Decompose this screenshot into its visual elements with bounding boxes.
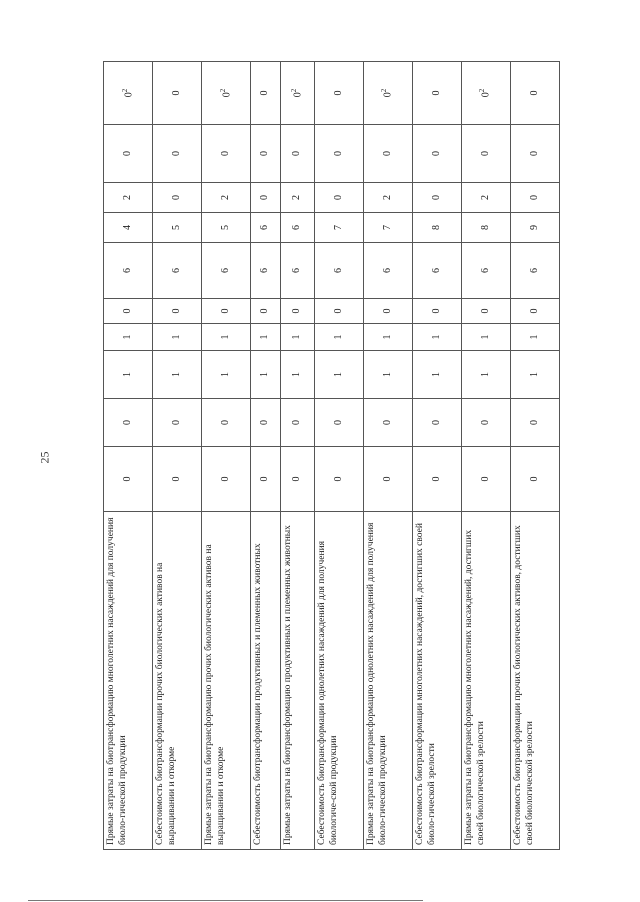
cell-text: 1 xyxy=(332,334,344,340)
cell-text: 9 xyxy=(528,225,540,230)
cell-value xyxy=(412,351,461,399)
cell-value xyxy=(363,447,412,512)
cell-text: 0 xyxy=(259,308,271,314)
cell-value xyxy=(202,447,251,512)
cell-text: 0 xyxy=(121,308,133,314)
cell-text: 6 xyxy=(121,268,133,273)
cell-text: 6 xyxy=(528,268,540,273)
cell-text: 0 xyxy=(332,90,344,96)
cell-value xyxy=(280,213,314,243)
cell-text: 6 xyxy=(291,268,303,273)
cell-text: 2 xyxy=(381,195,393,200)
cell-value xyxy=(412,324,461,351)
cell-value xyxy=(251,447,281,512)
cell-value xyxy=(153,213,202,243)
cell-text: 0 xyxy=(528,420,540,425)
cell-text: 5 xyxy=(219,225,231,230)
cell-text: 1 xyxy=(528,334,540,340)
cell-text: 1 xyxy=(170,334,182,340)
cell-value xyxy=(280,299,314,324)
cell-value xyxy=(461,62,510,125)
cell-value xyxy=(461,447,510,512)
cell-text: 0 xyxy=(381,308,393,314)
cell-text: 7 xyxy=(332,225,344,230)
cell-text: 1 xyxy=(291,334,303,340)
cell-text: 6 xyxy=(259,268,271,273)
cell-value xyxy=(412,243,461,299)
cell-text: 6 xyxy=(430,268,442,273)
table-row xyxy=(412,62,461,850)
cell-value xyxy=(363,125,412,183)
cell-text: 0 xyxy=(291,420,303,425)
row-label: Прямые затраты на биотрансформацию продуктивных и племенных животных xyxy=(280,512,314,850)
cell-text: 0 xyxy=(381,151,393,156)
cell-value xyxy=(461,213,510,243)
cell-value xyxy=(202,183,251,213)
cell-value xyxy=(412,213,461,243)
cell-value xyxy=(251,299,281,324)
cell-value xyxy=(153,125,202,183)
footnote-marker: 2 xyxy=(218,88,227,93)
cell-value xyxy=(314,447,363,512)
cell-value xyxy=(104,125,153,183)
cell-value xyxy=(251,351,281,399)
cell-text: 0 xyxy=(170,90,182,96)
cell-text: 0 xyxy=(479,151,491,156)
table-row xyxy=(461,62,510,850)
cell-value xyxy=(461,299,510,324)
cell-text: 0 xyxy=(259,420,271,425)
cell-value xyxy=(251,243,281,299)
cell-value xyxy=(251,183,281,213)
cell-value xyxy=(251,399,281,447)
cell-value xyxy=(202,213,251,243)
cell-text: 1 xyxy=(479,334,491,340)
cell-value xyxy=(153,447,202,512)
cell-value xyxy=(280,351,314,399)
cell-text: 0 xyxy=(528,476,540,482)
cell-value xyxy=(510,351,559,399)
cell-text: 1 xyxy=(219,372,231,377)
cell-text: 0 xyxy=(220,92,232,98)
cell-text: 1 xyxy=(259,372,271,377)
cell-text: 0 xyxy=(430,195,442,200)
cell-text: 0 xyxy=(430,151,442,156)
cell-text: 0 xyxy=(170,195,182,200)
footnote-marker: 2 xyxy=(289,88,298,93)
cell-text: 2 xyxy=(479,195,491,200)
cell-text: 0 xyxy=(219,151,231,156)
cell-value xyxy=(363,62,412,125)
cell-value xyxy=(280,183,314,213)
cell-value xyxy=(314,299,363,324)
cell-text: 1 xyxy=(430,334,442,340)
cell-text: 0 xyxy=(479,476,491,482)
cell-text: 0 xyxy=(121,476,133,482)
cell-value xyxy=(280,447,314,512)
table-row xyxy=(280,62,314,850)
cell-value xyxy=(251,324,281,351)
cell-value xyxy=(202,399,251,447)
cell-text: 0 xyxy=(332,476,344,482)
cell-text: 0 xyxy=(528,308,540,314)
cell-text: 2 xyxy=(219,195,231,200)
cell-text: 1 xyxy=(291,372,303,377)
cell-value xyxy=(202,243,251,299)
cell-value xyxy=(202,351,251,399)
table-row xyxy=(202,62,251,850)
cell-value xyxy=(153,183,202,213)
cell-text: 6 xyxy=(259,225,271,230)
cell-text: 0 xyxy=(430,476,442,482)
cell-text: 1 xyxy=(528,372,540,377)
cell-text: 6 xyxy=(479,268,491,273)
cell-value xyxy=(104,351,153,399)
row-label: Себестоимость биотрансформации продуктивных и племенных животных xyxy=(251,512,281,850)
row-label: Себестоимость биотрансформации прочих биологических активов на выращивании и откорме xyxy=(153,512,202,850)
cell-text: 0 xyxy=(170,420,182,425)
row-label: Себестоимость биотрансформации многолетних насаждений, достигших своей биоло-гической зрелости xyxy=(412,512,461,850)
cell-value xyxy=(461,351,510,399)
table-row xyxy=(104,62,153,850)
cell-text: 0 xyxy=(170,308,182,314)
cell-value xyxy=(363,324,412,351)
cell-text: 0 xyxy=(528,151,540,156)
data-table-container xyxy=(103,62,560,850)
cell-value xyxy=(510,183,559,213)
footnote-marker: 2 xyxy=(380,88,389,93)
cell-text: 0 xyxy=(219,308,231,314)
cell-text: 7 xyxy=(381,225,393,230)
cell-value xyxy=(104,213,153,243)
cell-text: 0 xyxy=(259,151,271,156)
cell-value xyxy=(153,351,202,399)
cell-value xyxy=(314,243,363,299)
cell-text: 8 xyxy=(430,225,442,230)
cell-value xyxy=(153,324,202,351)
cell-text: 0 xyxy=(479,308,491,314)
cell-value xyxy=(280,62,314,125)
table-row xyxy=(314,62,363,850)
cell-value xyxy=(314,351,363,399)
table-row xyxy=(510,62,559,850)
cell-text: 2 xyxy=(121,195,133,200)
row-label: Прямые затраты на биотрансформацию прочих биологических активов на выращивании и откорме xyxy=(202,512,251,850)
cell-value xyxy=(153,62,202,125)
cell-value xyxy=(461,243,510,299)
cell-value xyxy=(510,213,559,243)
cell-text: 6 xyxy=(381,268,393,273)
cell-value xyxy=(104,299,153,324)
cell-value xyxy=(202,62,251,125)
cell-value xyxy=(363,399,412,447)
cell-value xyxy=(412,447,461,512)
cell-value xyxy=(510,447,559,512)
cell-value xyxy=(202,125,251,183)
cell-text: 0 xyxy=(528,90,540,96)
cell-value xyxy=(251,62,281,125)
cell-text: 4 xyxy=(121,225,133,230)
row-label: Прямые затраты на биотрансформацию многолетних насаждений для получения биоло-гической продукции xyxy=(104,512,153,850)
cell-value xyxy=(461,324,510,351)
page-number: 25 xyxy=(37,451,52,464)
cell-value xyxy=(153,399,202,447)
cell-text: 1 xyxy=(430,372,442,377)
row-label: Прямые затраты на биотрансформацию однолетних насаждений для получения биоло-гической продукции xyxy=(363,512,412,850)
cell-text: 5 xyxy=(170,225,182,230)
cell-value xyxy=(153,299,202,324)
cell-value xyxy=(510,62,559,125)
cell-value xyxy=(251,125,281,183)
cell-value xyxy=(202,324,251,351)
cell-text: 1 xyxy=(121,372,133,377)
cell-text: 0 xyxy=(332,151,344,156)
cell-value xyxy=(104,183,153,213)
cell-text: 6 xyxy=(332,268,344,273)
cell-value xyxy=(314,183,363,213)
cell-value xyxy=(510,299,559,324)
cell-value xyxy=(412,299,461,324)
cell-value xyxy=(412,399,461,447)
cell-value xyxy=(412,125,461,183)
cell-value xyxy=(104,447,153,512)
cell-value xyxy=(104,62,153,125)
cell-text: 0 xyxy=(259,195,271,200)
cell-value xyxy=(280,125,314,183)
row-label: Себестоимость биотрансформации однолетних насаждений для получения биологиче-ской продукции xyxy=(314,512,363,850)
cell-value xyxy=(363,351,412,399)
cell-text: 0 xyxy=(122,92,134,98)
cell-text: 0 xyxy=(291,476,303,482)
cell-value xyxy=(412,62,461,125)
cell-text: 0 xyxy=(121,420,133,425)
cell-text: 0 xyxy=(332,195,344,200)
table-row xyxy=(251,62,281,850)
cell-value xyxy=(314,399,363,447)
cell-value xyxy=(314,324,363,351)
cell-text: 1 xyxy=(259,334,271,340)
cell-text: 0 xyxy=(332,420,344,425)
cell-text: 0 xyxy=(219,420,231,425)
data-table xyxy=(103,61,560,850)
cell-value xyxy=(251,213,281,243)
cell-text: 2 xyxy=(291,195,303,200)
cell-text: 0 xyxy=(381,476,393,482)
row-label: Прямые затраты на биотрансформацию многолетних насаждений, достигших своей биологической зрелости xyxy=(461,512,510,850)
table-row xyxy=(363,62,412,850)
cell-value xyxy=(461,125,510,183)
cell-text: 0 xyxy=(170,151,182,156)
cell-text: 0 xyxy=(381,420,393,425)
cell-text: 6 xyxy=(291,225,303,230)
cell-text: 6 xyxy=(170,268,182,273)
cell-text: 0 xyxy=(479,420,491,425)
cell-value xyxy=(510,324,559,351)
cell-value xyxy=(280,399,314,447)
cell-text: 1 xyxy=(121,334,133,340)
cell-value xyxy=(461,399,510,447)
cell-text: 0 xyxy=(430,308,442,314)
cell-text: 1 xyxy=(332,372,344,377)
cell-value xyxy=(510,125,559,183)
cell-text: 0 xyxy=(430,90,442,96)
cell-text: 1 xyxy=(381,334,393,340)
cell-text: 0 xyxy=(332,308,344,314)
footnote-marker: 2 xyxy=(478,88,487,93)
cell-value xyxy=(363,299,412,324)
cell-value xyxy=(202,299,251,324)
cell-text: 1 xyxy=(170,372,182,377)
cell-value xyxy=(104,399,153,447)
cell-text: 8 xyxy=(479,225,491,230)
cell-value xyxy=(314,62,363,125)
cell-value xyxy=(104,324,153,351)
cell-value xyxy=(363,243,412,299)
cell-text: 6 xyxy=(219,268,231,273)
cell-text: 0 xyxy=(291,308,303,314)
cell-text: 0 xyxy=(528,195,540,200)
cell-text: 1 xyxy=(219,334,231,340)
cell-value xyxy=(314,213,363,243)
cell-text: 0 xyxy=(292,92,304,98)
cell-value xyxy=(510,243,559,299)
cell-text: 0 xyxy=(430,420,442,425)
cell-text: 1 xyxy=(381,372,393,377)
cell-value xyxy=(510,399,559,447)
cell-text: 0 xyxy=(121,151,133,156)
cell-text: 0 xyxy=(382,92,394,98)
cell-text: 0 xyxy=(259,90,271,96)
cell-value xyxy=(153,243,202,299)
cell-text: 0 xyxy=(170,476,182,482)
cell-text: 0 xyxy=(219,476,231,482)
footnote-marker: 2 xyxy=(120,88,129,93)
footer-rule xyxy=(28,900,423,901)
table-row xyxy=(153,62,202,850)
cell-text: 0 xyxy=(291,151,303,156)
cell-value xyxy=(104,243,153,299)
cell-value xyxy=(280,243,314,299)
row-label: Себестоимость биотрансформации прочих биологических активов, достигших своей биологической зрелости xyxy=(510,512,559,850)
cell-value xyxy=(363,183,412,213)
cell-text: 0 xyxy=(480,92,492,98)
cell-value xyxy=(363,213,412,243)
cell-value xyxy=(314,125,363,183)
cell-value xyxy=(461,183,510,213)
cell-value xyxy=(280,324,314,351)
cell-text: 0 xyxy=(259,476,271,482)
cell-text: 1 xyxy=(479,372,491,377)
cell-value xyxy=(412,183,461,213)
